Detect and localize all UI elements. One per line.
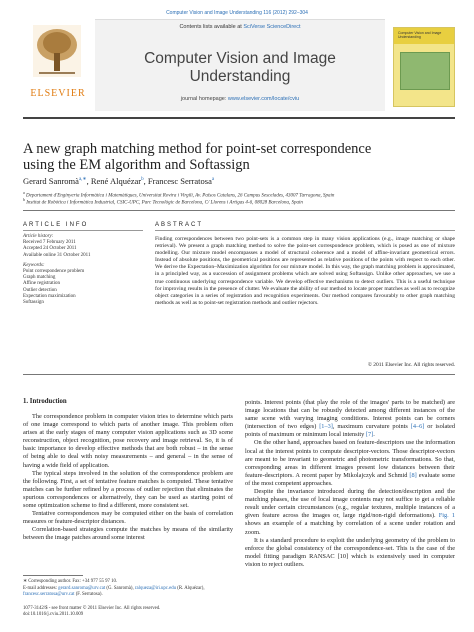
title-line-1: A new graph matching method for point-set correspondence xyxy=(23,141,372,157)
keyword: Softassign xyxy=(23,300,44,306)
body-right-column xyxy=(245,399,455,569)
contents-line xyxy=(95,24,385,30)
text-run: shows an example of a matching by correlation of a scene under rotation and zoom. xyxy=(245,520,455,536)
doi-line[interactable]: doi:10.1016/j.cviu.2011.10.009 xyxy=(23,612,84,617)
title-line-2: using the EM algorithm and Softassign xyxy=(23,157,250,173)
email-link[interactable]: gerard.sanroma@urv.cat xyxy=(58,586,106,591)
paragraph: The correspondence problem in computer vision tries to determine which parts of one image correspond to which parts of another image. This problem often arises at the early stages of many computer vision applications such as 3D scene reconstruction, object recognition, pose recovery and image retrieval. So, it is of basic importance to develop effective methods that are both robust – in the sense of being able to deal with noisy measurements – and general – in the sense of having a wide field of application. xyxy=(23,413,233,469)
intro-heading: 1. Introduction xyxy=(23,398,67,405)
footnote-rule xyxy=(23,575,83,576)
publisher-name: ELSEVIER xyxy=(30,88,86,99)
cover-text: Computer Vision and Image Understanding xyxy=(398,31,442,39)
accepted-date: Accepted 24 October 2011 xyxy=(23,246,77,252)
author-name: Francesc Serratosa xyxy=(147,176,212,186)
keyword: Graph matching xyxy=(23,275,56,281)
email-owner: (F. Serratosa). xyxy=(74,592,103,597)
keyword: Affine registration xyxy=(23,281,60,287)
figure-link[interactable]: Fig. 1 xyxy=(438,512,455,520)
author-list: Gerard Sanromà$^{a,∗}$, René Alquézar$^b$, Francesc Serratosa$^a$ xyxy=(23,176,215,186)
header-rule xyxy=(23,117,455,119)
text-run: or isolated points of maximum or minimum local intensity xyxy=(245,423,455,439)
citation-link[interactable]: [1–3] xyxy=(319,423,333,431)
text-run: Despite the invariance introduced during the detection/description and the matching phases, the use of local image contents may not suffice to get a reliable result under certain circumstances (e.g., regular textures, multiple instances of a given feature across the images or, large rigid/non-rigid deformations). xyxy=(245,488,455,520)
article-info-rule xyxy=(23,230,143,231)
author-affil-mark[interactable]: b xyxy=(141,177,144,183)
text-run: , maximum curvature points xyxy=(332,423,411,431)
keyword: Point correspondence problem xyxy=(23,269,85,275)
journal-cover-image xyxy=(393,27,455,107)
affiliation xyxy=(23,197,303,206)
affiliation-mark: b xyxy=(23,197,25,202)
copyright: © 2011 Elsevier Inc. All rights reserved. xyxy=(367,362,455,368)
abstract-end-rule xyxy=(23,374,455,375)
paragraph: Correlation-based strategies compute the matches by means of the similarity between the image patches around some interest xyxy=(23,526,233,542)
online-date: Available online 31 October 2011 xyxy=(23,252,91,258)
cover-illustration xyxy=(400,52,450,90)
sciencedirect-link[interactable]: SciVerse ScienceDirect xyxy=(243,24,301,30)
paragraph xyxy=(245,439,455,488)
paper-title xyxy=(23,141,443,173)
affiliation-mark: a xyxy=(23,190,25,195)
author-name: René Alquézar xyxy=(90,176,142,186)
keyword: Outlier detection xyxy=(23,287,57,293)
text-run: evaluate some of the most competent approaches. xyxy=(245,471,455,487)
citation-link[interactable]: [7] xyxy=(365,431,374,439)
article-info xyxy=(23,234,143,306)
author-affil-mark[interactable]: a,∗ xyxy=(78,177,87,183)
text-run: On the other hand, approaches based on feature-descriptors use the information local at the interest points to compute descriptor-vectors. Those descriptor-vectors are meant to be invariant to geometric and photometric transformations. So that, corresponding areas in different images present low distances between their feature-descriptors. A recent paper by Mikolajczyk and Schmid xyxy=(245,439,455,479)
affiliation-text: Institut de Robòtica i Informàtica Industrial, CSIC-UPC, Parc Tecnològic de Barcelona, C/ Llorens i Artigas 4-6, 08028 Barcelona, Spain xyxy=(26,200,303,206)
article-info-heading: ARTICLE INFO xyxy=(23,222,89,228)
abstract-rule xyxy=(155,230,455,231)
body-left-column xyxy=(23,413,233,543)
homepage-link[interactable]: www.elsevier.com/locate/cviu xyxy=(227,96,300,102)
paragraph: It is a standard procedure to exploit the underlying geometry of the problem to enforce the global consistency of the correspondence-set. This is the case of the model fitting paradigm RANSAC [10] which is extensively used in computer vision to reject outliers. xyxy=(245,536,455,568)
citation-link[interactable]: [8] xyxy=(409,471,417,479)
paragraph: Tentative correspondences may be computed either on the basis of correlation measures or feature-descriptor distances. xyxy=(23,510,233,526)
history-label: Article history: xyxy=(23,234,54,239)
citation-link[interactable]: [4–6] xyxy=(410,423,425,431)
corresponding-author-note: ∗ Corresponding author. Fax: +34 977 55 97 10. xyxy=(23,579,118,584)
email-link[interactable]: francesc.serratosa@urv.cat xyxy=(23,592,75,597)
keyword: Expectation maximization xyxy=(23,293,76,299)
email-prefix: E-mail addresses: xyxy=(23,586,59,591)
text-run: . xyxy=(373,431,375,439)
received-date: Received 7 February 2011 xyxy=(23,240,76,246)
paragraph xyxy=(245,488,455,537)
email-link[interactable]: ralqueza@iri.upc.edu xyxy=(134,586,177,591)
email-addresses xyxy=(23,586,233,598)
affiliation-text: Departament d'Enginyeria Informàtica i Matemàtiques, Universitat Rovira i Virgili, Av. Països Catalans, 26 Campus Sescelades, 43007 Tarragona, Spain xyxy=(26,193,335,199)
elsevier-logo xyxy=(23,19,93,111)
elsevier-tree-icon xyxy=(33,25,81,77)
contents-prefix: Contents lists available at xyxy=(179,24,244,30)
abstract-heading: ABSTRACT xyxy=(155,222,204,228)
abstract-text: Finding correspondences between two point-sets is a common step in many vision applications (e.g., image matching or shape retrieval). We present a graph matching method to solve the point-set correspondence problem, which is posed as one of mixture modelling. Our mixture model encompasses a model of structural coherence and a model of affine-invariant geometrical errors. Instead of absolute positions, the geometrical positions are represented as relative positions of the points with respect to each other. We derive the Expectation–Maximization algorithm for our mixture model. In this way, the graph matching problem is approximated, in a principled way, as a succession of assignment problems which are solved using Softassign. Unlike other approaches, we use a true continuous underlying correspondence variable. We develop effective mechanisms to detect outliers. This is a useful technique for improving results in the presence of clutter. We evaluate the ability of our method to locate proper matches as well as to recognize object categories in a series of registration and recognition experiments. Our method compares favourably to other graph matching methods as well as to point-set registration methods and outlier rejectors. xyxy=(155,236,455,306)
issn-line: 1077-3142/$ - see front matter © 2011 Elsevier Inc. All rights reserved. xyxy=(23,606,161,611)
homepage-prefix: journal homepage: xyxy=(180,96,228,102)
email-owner: (R. Alquézar), xyxy=(176,586,205,591)
journal-title: Computer Vision and Image Understanding xyxy=(144,50,336,85)
text-run: points. Interest points (that play the role of the images' parts to be matched) are image locations that can be robustly detected among different instances of the same scene with varying imaging conditions. Interest points can be corners (intersection of two edges) xyxy=(245,399,455,431)
paragraph: The typical steps involved in the solution of the correspondence problem are the following. First, a set of tentative feature matches is computed. These tentative matches can be further refined by a process of outlier rejection that eliminates the spurious correspondences or alternatively, they can be used as starting point of some optimization scheme to find a different, more consistent set. xyxy=(23,469,233,510)
journal-banner xyxy=(23,19,455,111)
homepage-line xyxy=(95,96,385,102)
journal-info-box xyxy=(95,19,385,111)
keywords-label: Keywords: xyxy=(23,262,45,268)
author-affil-mark[interactable]: a xyxy=(211,177,215,183)
author-name: Gerard Sanromà xyxy=(23,176,79,186)
paragraph xyxy=(245,399,455,439)
title-block-rule xyxy=(23,210,455,211)
journal-reference[interactable]: Computer Vision and Image Understanding 116 (2012) 292–304 xyxy=(166,10,308,16)
email-owner: (G. Sanromà), xyxy=(105,586,135,591)
